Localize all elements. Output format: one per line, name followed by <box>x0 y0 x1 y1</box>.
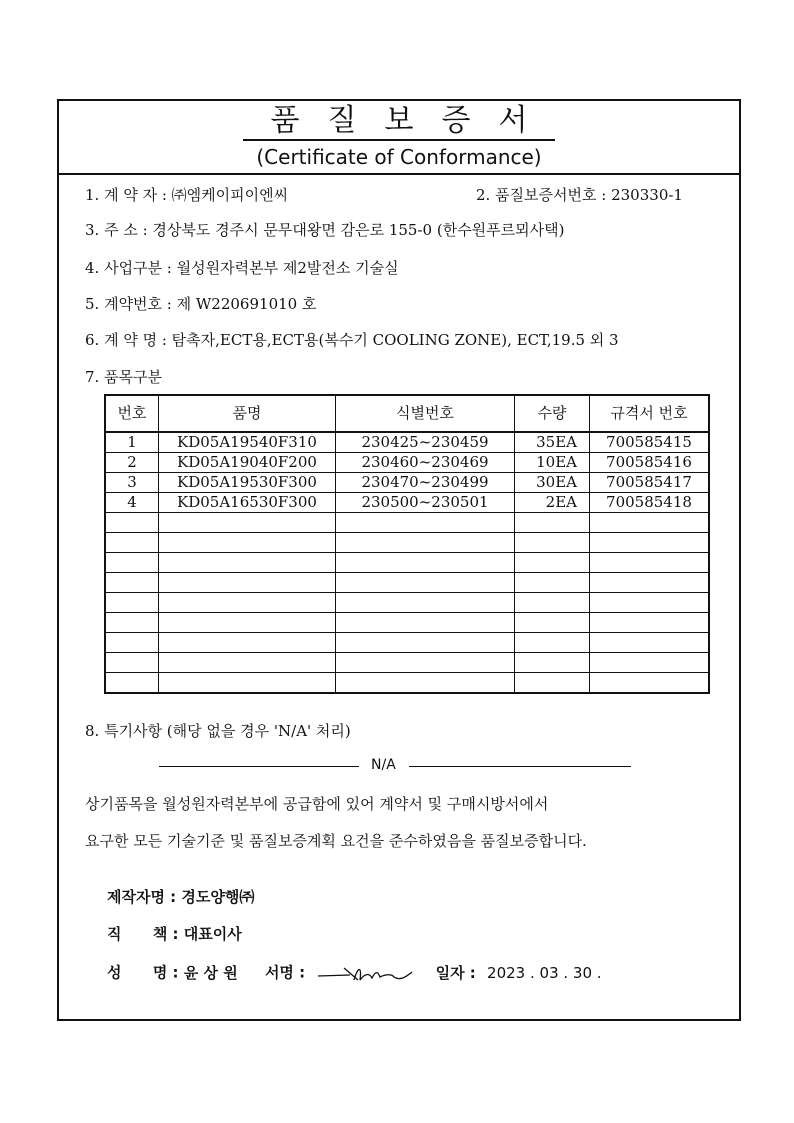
header-qty: 수량 <box>515 395 590 432</box>
cell-id-no: 230460~230469 <box>336 453 515 473</box>
cell-spec-no <box>590 533 710 553</box>
cell-spec-no <box>590 593 710 613</box>
table-row <box>105 432 709 453</box>
cell-spec-no <box>590 673 710 694</box>
items-table <box>104 394 710 694</box>
field-division: 4. 사업구분 : 월성원자력본부 제2발전소 기술실 <box>85 259 399 277</box>
cell-qty <box>515 653 590 673</box>
cell-id-no: 230470~230499 <box>336 473 515 493</box>
maker-label: 제작자명 : <box>107 888 177 906</box>
cell-qty <box>515 613 590 633</box>
cell-id-no <box>336 613 515 633</box>
field-contract-no: 5. 계약번호 : 제 W220691010 호 <box>85 295 317 313</box>
divider-right <box>409 766 631 767</box>
cell-qty <box>515 633 590 653</box>
cell-no <box>105 593 159 613</box>
cell-no <box>105 653 159 673</box>
cell-no <box>105 553 159 573</box>
cell-qty <box>515 573 590 593</box>
table-row <box>105 473 709 493</box>
cell-item-name: KD05A19040F200 <box>159 453 336 473</box>
cell-spec-no <box>590 653 710 673</box>
statement-line-2: 요구한 모든 기술기준 및 품질보증계획 요건을 준수하였음을 품질보증합니다. <box>85 832 587 850</box>
cell-id-no <box>336 513 515 533</box>
cell-no: 4 <box>105 493 159 513</box>
table-row <box>105 673 709 694</box>
cell-item-name <box>159 613 336 633</box>
cell-no <box>105 533 159 553</box>
cell-id-no <box>336 573 515 593</box>
cell-item-name <box>159 533 336 553</box>
cell-qty <box>515 673 590 694</box>
cell-qty <box>515 593 590 613</box>
special-label: 8. 특기사항 (해당 없을 경우 'N/A' 처리) <box>85 722 351 740</box>
cell-spec-no <box>590 553 710 573</box>
table-row <box>105 593 709 613</box>
header-no: 번호 <box>105 395 159 432</box>
header-spec-no: 규격서 번호 <box>590 395 710 432</box>
cell-qty: 30EA <box>515 473 590 493</box>
cell-no: 3 <box>105 473 159 493</box>
cell-id-no <box>336 553 515 573</box>
cell-item-name <box>159 653 336 673</box>
cell-id-no: 230500~230501 <box>336 493 515 513</box>
cell-qty <box>515 513 590 533</box>
statement-line-1: 상기품목을 월성원자력본부에 공급함에 있어 계약서 및 구매시방서에서 <box>85 795 549 813</box>
header-id-no: 식별번호 <box>336 395 515 432</box>
cell-qty: 2EA <box>515 493 590 513</box>
cell-no <box>105 573 159 593</box>
cell-no: 1 <box>105 432 159 453</box>
field-address: 3. 주 소 : 경상북도 경주시 문무대왕면 감은로 155-0 (한수원푸르뫼사택) <box>85 221 565 239</box>
special-value: N/A <box>371 757 396 773</box>
field-contract-name: 6. 계 약 명 : 탐촉자,ECT용,ECT용(복수기 COOLING ZONE), ECT,19.5 외 3 <box>85 331 619 349</box>
cell-spec-no: 700585417 <box>590 473 710 493</box>
table-row <box>105 553 709 573</box>
cell-id-no <box>336 673 515 694</box>
title-english: (Certificate of Conformance) <box>256 145 542 169</box>
cell-no <box>105 613 159 633</box>
cell-item-name <box>159 673 336 694</box>
cell-no <box>105 673 159 694</box>
field-item-section: 7. 품목구분 <box>85 368 163 386</box>
table-row <box>105 653 709 673</box>
table-row <box>105 533 709 553</box>
cell-id-no <box>336 653 515 673</box>
cell-item-name <box>159 593 336 613</box>
position-label: 직 책 : <box>107 925 179 943</box>
title-row <box>107 923 242 945</box>
cell-item-name <box>159 513 336 533</box>
header-item-name: 품명 <box>159 395 336 432</box>
cell-qty: 10EA <box>515 453 590 473</box>
cell-qty: 35EA <box>515 432 590 453</box>
cell-no: 2 <box>105 453 159 473</box>
name-row <box>107 960 602 986</box>
cell-id-no <box>336 533 515 553</box>
maker-value: 경도양행㈜ <box>181 888 255 906</box>
cell-no <box>105 513 159 533</box>
divider-left <box>159 766 359 767</box>
cell-spec-no <box>590 513 710 533</box>
cell-spec-no: 700585418 <box>590 493 710 513</box>
cell-item-name: KD05A16530F300 <box>159 493 336 513</box>
title-box <box>59 101 739 175</box>
field-contractor: 1. 계 약 자 : ㈜엠케이피이엔씨 <box>85 186 289 204</box>
cell-spec-no: 700585416 <box>590 453 710 473</box>
cell-spec-no: 700585415 <box>590 432 710 453</box>
date-value: 2023 . 03 . 30 . <box>487 963 602 982</box>
title-korean: 품질보증서 <box>243 103 556 141</box>
cell-no <box>105 633 159 653</box>
cell-id-no <box>336 633 515 653</box>
cell-item-name <box>159 573 336 593</box>
sign-label: 서명 : <box>264 963 306 982</box>
field-cert-no: 2. 품질보증서번호 : 230330-1 <box>476 186 683 204</box>
cell-id-no: 230425~230459 <box>336 432 515 453</box>
cell-qty <box>515 533 590 553</box>
cell-item-name: KD05A19540F310 <box>159 432 336 453</box>
name-value: 윤 상 원 <box>183 963 238 982</box>
table-row <box>105 633 709 653</box>
cell-spec-no <box>590 633 710 653</box>
table-header-row <box>105 395 709 432</box>
handwritten-signature <box>316 960 416 986</box>
name-label: 성 명 : <box>107 963 179 982</box>
table-row <box>105 493 709 513</box>
table-row <box>105 573 709 593</box>
cell-item-name <box>159 553 336 573</box>
date-label: 일자 : <box>435 963 476 982</box>
position-value: 대표이사 <box>183 925 242 943</box>
cell-id-no <box>336 593 515 613</box>
maker-row <box>107 886 254 908</box>
cell-spec-no <box>590 573 710 593</box>
cell-qty <box>515 553 590 573</box>
table-row <box>105 453 709 473</box>
table-row <box>105 513 709 533</box>
cell-item-name <box>159 633 336 653</box>
certificate-frame <box>57 99 741 1021</box>
table-row <box>105 613 709 633</box>
cell-spec-no <box>590 613 710 633</box>
cell-item-name: KD05A19530F300 <box>159 473 336 493</box>
